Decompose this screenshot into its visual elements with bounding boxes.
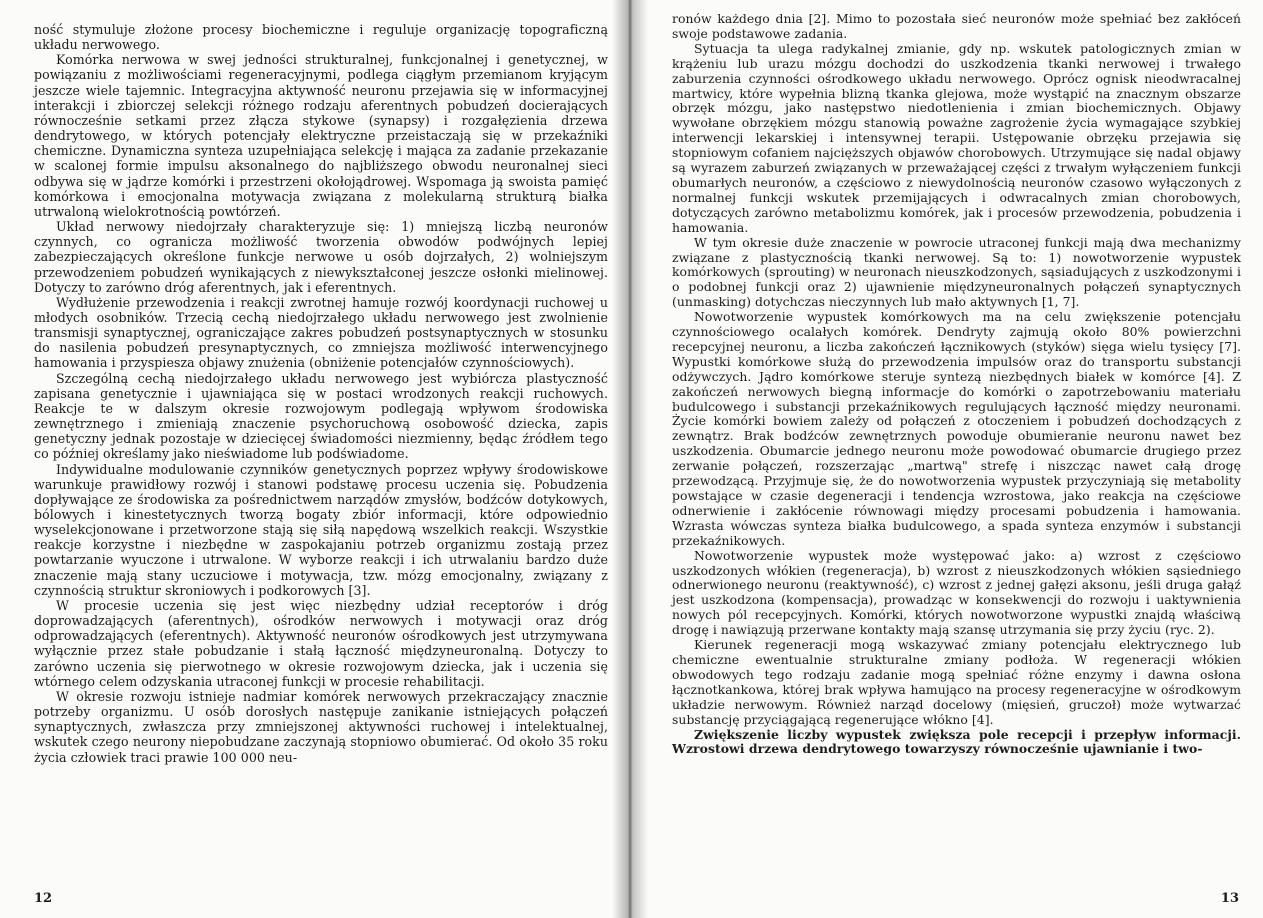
paragraph: Nowotworzenie wypustek komórkowych ma na celu zwiększenie potencjału czynnościowego ocalałych komórek. Dendryty zajmują około 80% powierzchni recepcyjnej neuronu, a liczba zakończeń łącznikowych (styków) sięga wielu tysięcy [7]. Wypustki komórkowe służą do przewodzenia impulsów oraz do transportu substancji odżywczych. Jądro komórkowe steruje syntezą niezbędnych białek w komórce [4]. Z zakończeń nerwowych biegną informacje do komórki o zapotrzebowaniu materiału budulcowego i substancji przekaźnikowych regulujących łączność między neuronami. Życie komórki bowiem zależy od połączeń z otoczeniem i pobudzeń dochodzących z zewnątrz. Brak bodźców zewnętrznych powoduje obumieranie neuronu nawet bez uszkodzenia. Obumarcie jednego neuronu może powodować obumarcie drugiego przez zerwanie połączeń, rozszerzając „martwą" strefę i niszcząc nawet całą drogę przewodzącą. Przyjmuje się, że do nowotworzenia wypustek przyczyniają się metabolity powstające w czasie degeneracji i tendencja wzrostowa, jako reakcja na częściowe odnerwienie i zakłócenie równowagi między procesami pobudzenia i hamowania. Wzrasta wówczas synteza białka budulcowego, a spada synteza enzymów i substancji przekaźnikowych. (672, 309, 1241, 548)
paragraph: W tym okresie duże znaczenie w powrocie utraconej funkcji mają dwa mechanizmy związane z plastycznością tkanki nerwowej. Są to: 1) nowotworzenie wypustek komórkowych (sprouting) w neuronach nieuszkodzonych, sąsiadujących z uszkodzonymi i o podobnej funkcji oraz 2) ujawnienie międzyneuronalnych połączeń synaptycznych (unmasking) dotychczas nieczynnych lub mało aktywnych [1, 7]. (672, 234, 1241, 310)
paragraph: Sytuacja ta ulega radykalnej zmianie, gdy np. wskutek patologicznych zmian w krążeniu lub urazu mózgu dochodzi do uszkodzenia tkanki nerwowej i trwałego zaburzenia czynności ośrodkowego układu nerwowego. Oprócz ognisk nieodwracalnej martwicy, które wypełnia blizną tkanka glejowa, może wystąpić na znacznym obszarze obrzęk mózgu, jako następstwo niedotlenienia i zmian biochemicznych. Objawy wywołane obrzękiem mózgu stanowią poważne zagrożenie życia wymagające szybkiej interwencji lekarskiej i intensywnej terapii. Ustępowanie obrzęku przejawia się stopniowym cofaniem najcięższych objawów chorobowych. Utrzymujące się nadal objawy są wyrazem zaburzeń związanych w przeważającej części z trwałym wyłączeniem funkcji obumarłych neuronów, a częściowo z niewydolnością neuronów czasowo wyłączonych z normalnej funkcji wskutek przemijających i odwracalnych zmian chorobowych, dotyczących zarówno metabolizmu komórek, jak i procesów przewodzenia, pobudzenia i hamowania. (672, 40, 1241, 235)
paragraph: Komórka nerwowa w swej jedności strukturalnej, funkcjonalnej i genetycznej, w powiązaniu z możliwościami regeneracyjnymi, podlega ciągłym przemianom kryjącym jeszcze wiele tajemnic. Integracyjna aktywność neuronu przejawia się w informacyjnej interakcji i zbiorczej selekcji różnego rodzaju aferentnych pobudzeń docierających równocześnie setkami przez złącza stykowe (synapsy) i rozgałęzienia drzewa dendrytowego, w których potencjały elektryczne przeistaczają się w przekaźniki chemiczne. Dynamiczna synteza uzupełniająca selekcję i mająca za zadanie przekazanie w scalonej formie impulsu aksonalnego do najbliższego obwodu neuronalnej sieci odbywa się w jądrze komórki i przestrzeni okołojądrowej. Wspomaga ją swoista pamięć komórkowa i emocjonalna motywacja związana z molekularną strukturą białka utrwaloną wielokrotnością powtórzeń. (34, 52, 608, 219)
page-number: 13 (1220, 891, 1239, 906)
paragraph: Indywidualne modulowanie czynników genetycznych poprzez wpływy środowiskowe warunkuje prawidłowy rozwój i stanowi podstawę procesu uczenia się. Pobudzenia dopływające ze środowiska za pośrednictwem narządów zmysłów, bodźców dotykowych, bólowych i kinestetycznych tworzą bogaty zbiór informacji, które odpowiednio wyselekcjonowane i przetworzone stają się siłą napędową wszelkich reakcji. Wszystkie reakcje korzystne i niezbędne w zaspokajaniu potrzeb organizmu zostają przez powtarzanie wyuczone i utrwalone. W wyborze reakcji i ich utrwalaniu bardzo duże znaczenie mają stany uczuciowe i motywacja, tzw. mózg emocjonalny, związany z czynnością struktur skroniowych i podkorowych [3]. (34, 461, 608, 598)
paragraph: Nowotworzenie wypustek może występować jako: a) wzrost z częściowo uszkodzonych włókien (regeneracja), b) wzrost z nieuszkodzonych włókien sąsiedniego odnerwionego neuronu (reaktywność), c) wzrost z jednej gałęzi aksonu, jeśli druga gałąź jest uszkodzona (kompensacja), prowadząc w konsekwencji do rozwoju i uaktywnienia nowych pól recepcyjnych. Komórki, których nowotworzone wypustki znajdą właściwą drogę i nawiązują przerwane kontakty mają szansę utrzymania się przy życiu (ryc. 2). (672, 547, 1241, 638)
paragraph: W procesie uczenia się jest więc niezbędny udział receptorów i dróg doprowadzających (aferentnych), ośrodków nerwowych i motywacji oraz dróg odprowadzających (eferentnych). Aktywność neuronów ośrodkowych jest utrzymywana wyłącznie przez stałe pobudzanie i stałą łączność międzyneuronalną. Dotyczy to zarówno uczenia się pierwotnego w okresie rozwojowym dziecka, jak i uczenia się wtórnego celem odzyskania utraconej funkcji w procesie rehabilitacji. (34, 597, 608, 689)
page-number: 12 (34, 891, 53, 906)
paragraph: ność stymuluje złożone procesy biochemiczne i reguluje organizację topograficzną układu nerwowego. (34, 22, 608, 53)
paragraph: Kierunek regeneracji mogą wskazywać zmiany potencjału elektrycznego lub chemiczne ewentualnie strukturalne zmiany podłoża. W regeneracji włókien obwodowych tego rodzaju zadanie mogą spełniać różne enzymy i dawna osłona łącznotkankowa, której brak wpływa hamująco na procesy regeneracyjne w ośrodkowym układzie nerwowym. Również narząd docelowy (mięsień, gruczoł) może wytwarzać substancję przyciągającą regenerujące włókno [4]. (672, 637, 1241, 727)
left-page (0, 0, 628, 918)
paragraph: ronów każdego dnia [2]. Mimo to pozostała sieć neuronów może spełniać bez zakłóceń swoje podstawowe zadania. (672, 11, 1241, 41)
paragraph: Zwiększenie liczby wypustek zwiększa pole recepcji i przepływ informacji. Wzrostowi drzewa dendrytowego towarzyszy równocześnie ujawnianie i two- (672, 726, 1241, 757)
paragraph: Układ nerwowy niedojrzały charakteryzuje się: 1) mniejszą liczbą neuronów czynnych, co ogranicza możliwość tworzenia obwodów podwójnych lepiej zabezpieczających określone funkcje nerwowe u osób dojrzałych, 2) wolniejszym przewodzeniem pobudzeń wynikających z niewykształconej jeszcze osłonki mielinowej. Dotyczy to zarówno dróg aferentnych, jak i eferentnych. (34, 219, 608, 295)
paragraph: Szczególną cechą niedojrzałego układu nerwowego jest wybiórcza plastyczność zapisana genetycznie i ujawniająca się w postaci wrodzonych reakcji ruchowych. Reakcje te w dalszym okresie rozwojowym podlegają wpływom środowiska zewnętrznego i zmieniają znaczenie psychoruchową osobowość dziecka, zapis genetyczny jednak pozostaje w dziecięcej świadomości niezmienny, będąc źródłem tego co później określamy jako nieświadome lub podświadome. (34, 370, 608, 462)
paragraph: Wydłużenie przewodzenia i reakcji zwrotnej hamuje rozwój koordynacji ruchowej u młodych osobników. Trzecią cechą niedojrzałego układu nerwowego jest zwolnienie transmisji synaptycznej, ograniczające zakres pobudzeń postsynaptycznych w stosunku do nasilenia pobudzeń presynaptycznych, co zmniejsza możliwość interwencyjnego hamowania i przyspiesza objawy znużenia (obniżenie potencjałów czynnościowych). (34, 294, 608, 371)
right-page (628, 0, 1263, 918)
paragraph: W okresie rozwoju istnieje nadmiar komórek nerwowych przekraczający znacznie potrzeby organizmu. U osób dorosłych następuje zanikanie istniejących połączeń synaptycznych, zwłaszcza przy zmniejszonej aktywności ruchowej i intelektualnej, wskutek czego neurony niepobudzane zaczynają stopniowo obumierać. Od około 35 roku życia człowiek traci prawie 100 000 neu- (34, 688, 608, 765)
